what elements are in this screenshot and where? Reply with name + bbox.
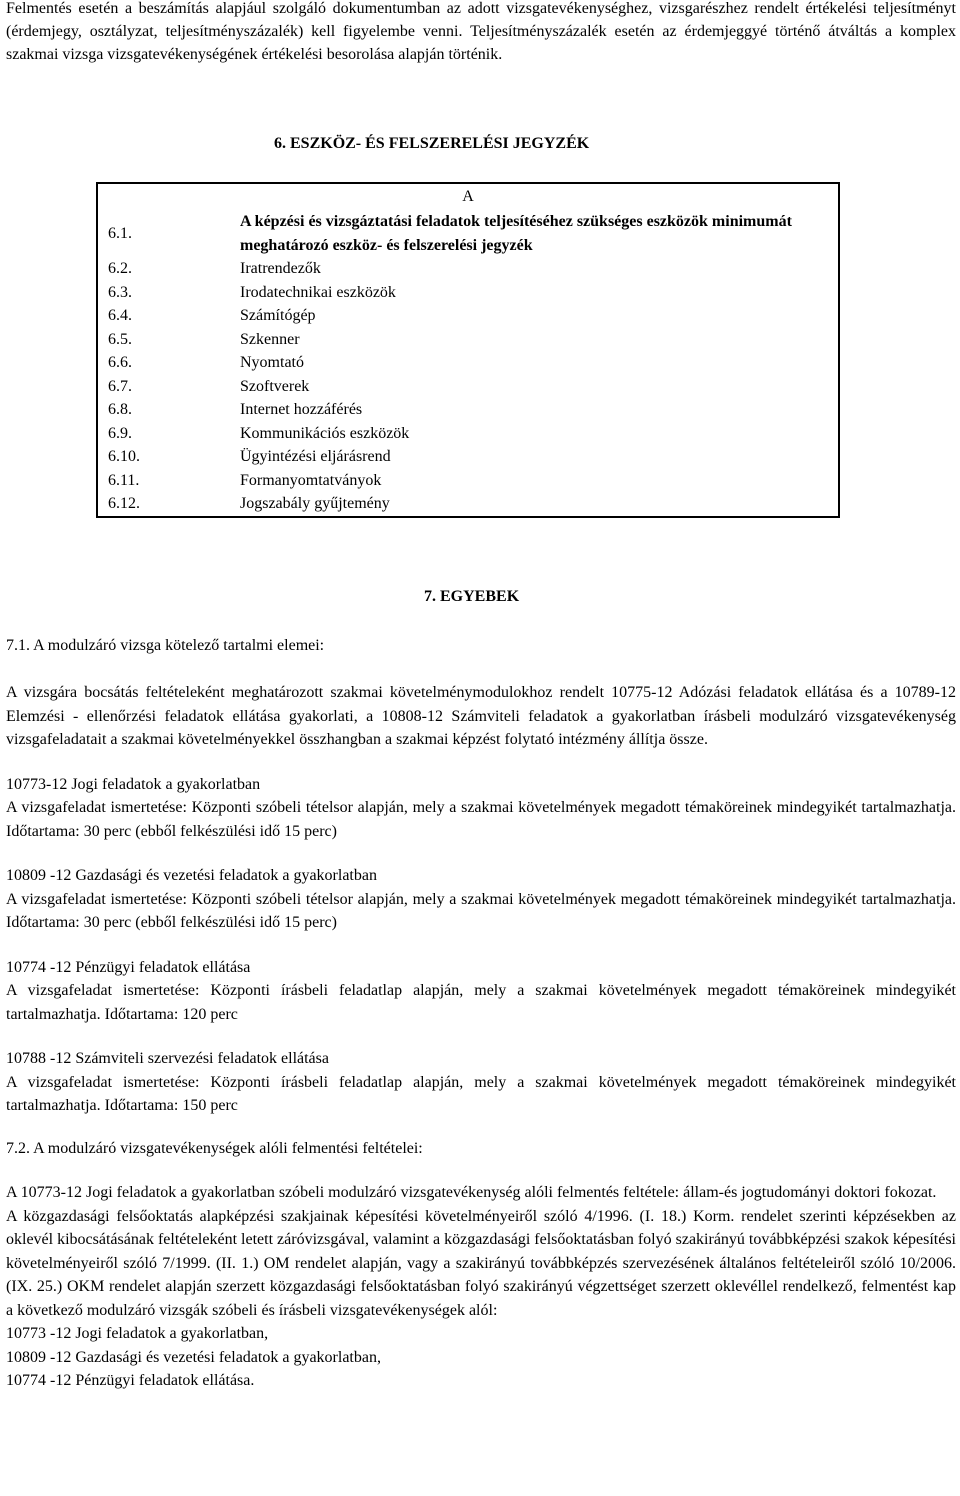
exempt-list-item: 10774 -12 Pénzügyi feladatok ellátása.: [6, 1372, 255, 1389]
table-row: [97, 445, 839, 469]
module-description: A vizsgafeladat ismertetése: Központi szóbeli tételsor alapján, mely a szakmai követelmények megadott témaköreinek mindegyikét tartalmazhatja. Időtartama: 30 perc (ebből felkészülési idő 15 perc): [6, 890, 956, 931]
row-number: 6.12.: [108, 495, 140, 512]
row-text: Nyomtató: [240, 354, 304, 371]
row-text: Iratrendezők: [240, 260, 321, 277]
subsection-7-1-title: 7.1. A modulzáró vizsga kötelező tartalmi elemei:: [6, 637, 325, 654]
table-header-row: [97, 183, 839, 210]
exempt-list-item: 10809 -12 Gazdasági és vezetési feladatok a gyakorlatban,: [6, 1348, 381, 1366]
table-row: [97, 422, 839, 446]
module-description: A vizsgafeladat ismertetése: Központi szóbeli tételsor alapján, mely a szakmai követelmények megadott témaköreinek mindegyikét tartalmazhatja. Időtartama: 30 perc (ebből felkészülési idő 15 perc): [6, 799, 956, 840]
table-row: [97, 210, 839, 257]
section-7-body: [6, 681, 956, 1393]
module-description: A vizsgafeladat ismertetése: Központi írásbeli feladatlap alapján, mely a szakmai követelmények megadott témaköreinek mindegyikét tartalmazhatja. Időtartama: 150 perc: [6, 1073, 956, 1114]
table-row: [97, 492, 839, 517]
section-6-title: 6. ESZKÖZ- ÉS FELSZERELÉSI JEGYZÉK: [274, 135, 590, 152]
row-number: 6.1.: [108, 224, 132, 242]
row-text: Szoftverek: [240, 377, 310, 395]
row-text: Jogszabály gyűjtemény: [240, 495, 390, 512]
module-title: 10773-12 Jogi feladatok a gyakorlatban: [6, 775, 261, 793]
row-number: 6.2.: [108, 260, 132, 277]
row-text: Irodatechnikai eszközök: [240, 283, 396, 301]
row-number: 6.3.: [108, 283, 132, 301]
table-row: [97, 257, 839, 281]
row-text: Számítógép: [240, 307, 316, 324]
table-row: [97, 469, 839, 493]
row-number: 6.8.: [108, 401, 132, 418]
table-row: [97, 328, 839, 352]
row-number: 6.5.: [108, 330, 132, 348]
section-7-title: 7. EGYEBEK: [424, 588, 520, 605]
row-text: A képzési és vizsgáztatási feladatok teljesítéséhez szükséges eszközök minimumát meghatározó eszköz- és felszerelési jegyzék: [240, 213, 792, 254]
row-text: Kommunikációs eszközök: [240, 424, 410, 442]
row-number: 6.7.: [108, 377, 132, 395]
row-number: 6.4.: [108, 307, 132, 324]
row-text: Formanyomtatványok: [240, 471, 382, 489]
table-row: [97, 351, 839, 375]
row-text: Szkenner: [240, 330, 300, 348]
row-number: 6.9.: [108, 424, 132, 442]
module-description: A vizsgafeladat ismertetése: Központi írásbeli feladatlap alapján, mely a szakmai követelmények megadott témaköreinek mindegyikét tartalmazhatja. Időtartama: 120 perc: [6, 982, 956, 1023]
table-row: [97, 304, 839, 328]
intro-paragraph: Felmentés esetén a beszámítás alapjául szolgáló dokumentumban az adott vizsgatevékenységhez, vizsgarészhez rendelt értékelési teljesítményt (érdemjegy, osztályzat, teljesítményszázalék) kell figyelembe venni. Teljesítményszázalék esetén az érdemjeggyé történő átváltás a komplex szakmai vizsga vizsgatevékenységének értékelési besorolása alapján történik.: [6, 0, 956, 63]
module-title: 10809 -12 Gazdasági és vezetési feladatok a gyakorlatban: [6, 867, 377, 884]
row-number: 6.11.: [108, 471, 140, 489]
row-text: Ügyintézési eljárásrend: [240, 448, 391, 465]
row-number: 6.10.: [108, 448, 140, 465]
equipment-table: [96, 182, 840, 518]
module-title: 10774 -12 Pénzügyi feladatok ellátása: [6, 958, 251, 976]
exemption-paragraph-1: A 10773-12 Jogi feladatok a gyakorlatban szóbeli modulzáró vizsgatevékenység alóli felmentés feltétele: állam-és jogtudományi doktori fokozat.: [6, 1184, 937, 1201]
subsection-7-1-intro: A vizsgára bocsátás feltételeként meghatározott szakmai követelménymodulokhoz rendelt 10775-12 Adózási feladatok ellátása és a 10789-12 Elemzési - ellenőrzési feladatok ellátása gyakorlati, a 10808-12 Számviteli feladatok a gyakorlatban írásbeli modulzáró vizsgatevékenység vizsgafeladatait a szakmai követelményekkel összhangban a szakmai képzést folytató intézmény állítja össze.: [6, 684, 956, 748]
table-row: [97, 375, 839, 399]
table-row: [97, 398, 839, 422]
column-header: A: [462, 188, 474, 206]
subsection-7-2-title: 7.2. A modulzáró vizsgatevékenységek alóli felmentési feltételei:: [6, 1139, 423, 1157]
row-number: 6.6.: [108, 354, 132, 371]
exemption-paragraph-2: A közgazdasági felsőoktatás alapképzési szakjainak képesítési követelményeiről szóló 4/1996. (I. 18.) Korm. rendelet szerinti képzésekben az oklevél kibocsátásának feltételeként letett záróvizsgával, valamint a közgazdasági felsőoktatásban folyó szakirányú továbbképzési szakok képesítési követelményeiről szóló 7/1999. (II. 1.) OM rendelet alapján, vagy a szakirányú továbbképzés szervezésének általános feltételeiről szóló 10/2006. (IX. 25.) OKM rendelet alapján szerzett közgazdasági felsőoktatásban folyó szakirányú végzettséget szerzett oklevéllel rendelkező, felmentést kap a következő modulzáró vizsgák szóbeli és írásbeli vizsgatevékenységek alól:: [6, 1207, 956, 1319]
table-row: [97, 281, 839, 305]
exempt-list-item: 10773 -12 Jogi feladatok a gyakorlatban,: [6, 1325, 269, 1342]
row-text: Internet hozzáférés: [240, 401, 363, 418]
module-title: 10788 -12 Számviteli szervezési feladatok ellátása: [6, 1050, 329, 1067]
